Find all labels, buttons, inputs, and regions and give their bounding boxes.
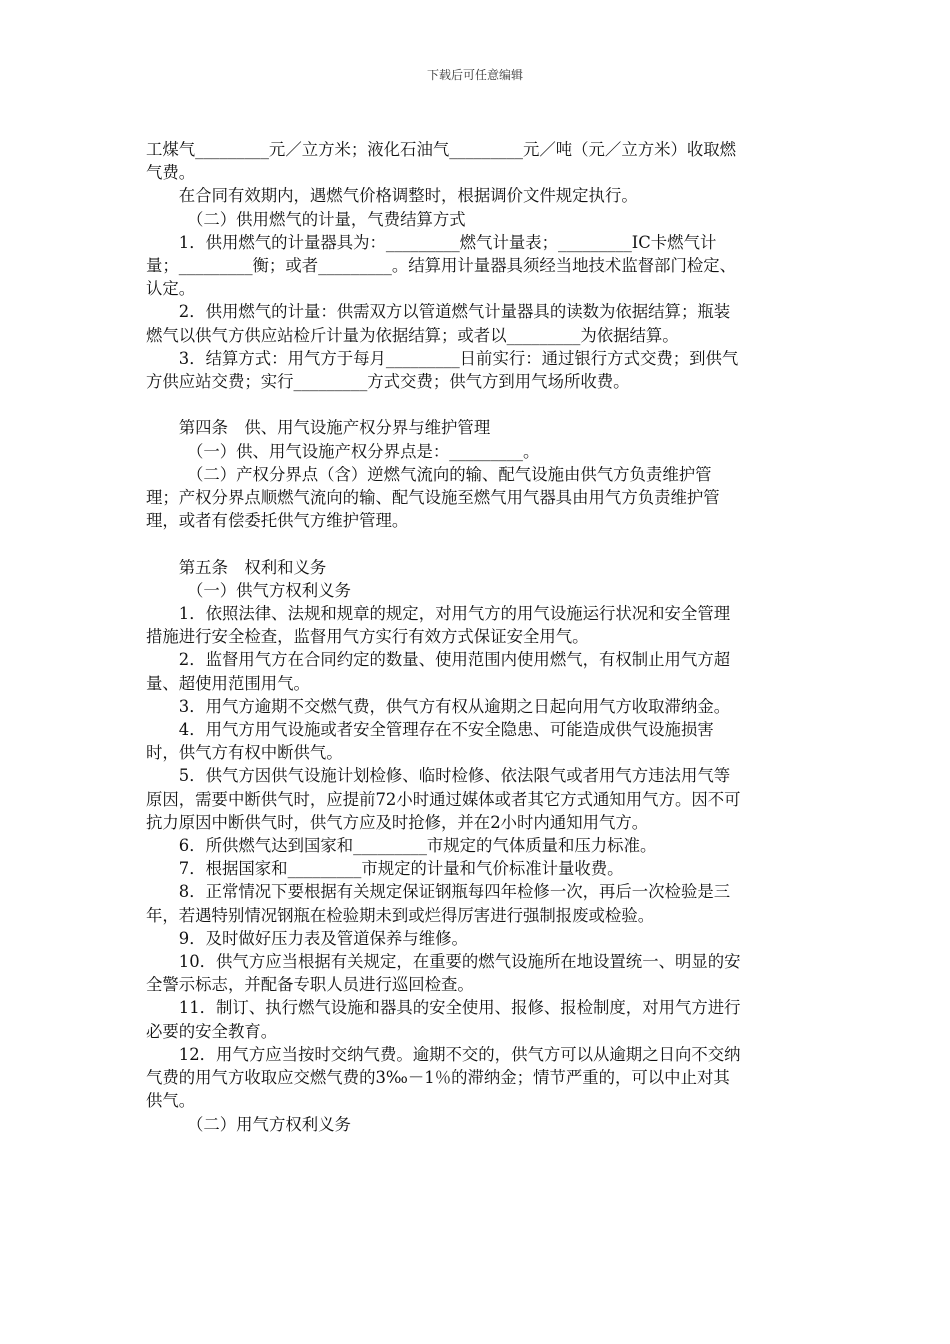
paragraph: 第五条 权利和义务 — [178, 557, 327, 577]
paragraph: 11．制订、执行燃气设施和器具的安全使用、报修、报检制度，对用气方进行必要的安全教育。 — [146, 998, 741, 1041]
paragraph: （一）供、用气设施产权分界点是：_________。 — [187, 441, 540, 461]
paragraph: 4．用气方用气设施或者安全管理存在不安全隐患、可能造成供气设施损害时，供气方有权中断供气。 — [146, 720, 714, 763]
paragraph: 10．供气方应当根据有关规定，在重要的燃气设施所在地设置统一、明显的安全警示标志，并配备专职人员进行巡回检查。 — [146, 952, 741, 995]
paragraph: 3．用气方逾期不交燃气费，供气方有权从逾期之日起向用气方收取滞纳金。 — [178, 696, 731, 716]
paragraph: 6．所供燃气达到国家和_________市规定的气体质量和压力标准。 — [178, 836, 657, 856]
paragraph: 第四条 供、用气设施产权分界与维护管理 — [178, 418, 491, 438]
paragraph: （二）供用燃气的计量，气费结算方式 — [187, 209, 466, 229]
paragraph: 9．及时做好压力表及管道保养与维修。 — [178, 928, 468, 948]
paragraph: 12．用气方应当按时交纳气费。逾期不交的，供气方可以从逾期之日向不交纳气费的用气方收取应交燃气费的3‰－1％的滞纳金；情节严重的，可以中止对其供气。 — [146, 1044, 741, 1111]
paragraph: 5．供气方因供气设施计划检修、临时检修、依法限气或者用气方违法用气等原因，需要中断供气时，应提前72小时通过媒体或者其它方式通知用气方。因不可抗力原因中断供气时，供气方应及时抢修，并在2小时内通知用气方。 — [146, 766, 741, 832]
paragraph: 7．根据国家和_________市规定的计量和气价标准计量收费。 — [178, 859, 624, 879]
paragraph: 在合同有效期内，遇燃气价格调整时，根据调价文件规定执行。 — [178, 186, 638, 206]
paragraph: （二）用气方权利义务 — [187, 1114, 351, 1134]
paragraph: 1．依照法律、法规和规章的规定，对用气方的用气设施运行状况和安全管理措施进行安全检查，监督用气方实行有效方式保证安全用气。 — [146, 604, 731, 647]
paragraph-spacer — [146, 393, 742, 416]
paragraph: 2．监督用气方在合同约定的数量、使用范围内使用燃气，有权制止用气方超量、超使用范围用气。 — [146, 650, 731, 693]
paragraph: 3．结算方式：用气方于每月_________日前实行：通过银行方式交费；到供气方供应站交费；实行_________方式交费；供气方到用气场所收费。 — [146, 348, 739, 392]
paragraph: （一）供气方权利义务 — [187, 580, 351, 600]
paragraph: 1．供用燃气的计量器具为：_________燃气计量表；_________IC卡燃气计量；_________衡；或者_________。结算用计量器具须经当地技术监督部门检定、认定。 — [146, 232, 737, 299]
document-body — [146, 138, 742, 1136]
paragraph: 8．正常情况下要根据有关规定保证钢瓶每四年检修一次，再后一次检验是三年，若遇特别情况钢瓶在检验期未到或烂得厉害进行强制报废或检验。 — [146, 882, 731, 925]
paragraph-spacer — [146, 532, 742, 555]
paragraph: 2．供用燃气的计量：供需双方以管道燃气计量器具的读数为依据结算；瓶装燃气以供气方供应站检斤计量为依据结算；或者以_________为依据结算。 — [146, 302, 731, 345]
paragraph: （二）产权分界点（含）逆燃气流向的输、配气设施由供气方负责维护管理；产权分界点顺燃气流向的输、配气设施至燃气用气器具由用气方负责维护管理，或者有偿委托供气方维护管理。 — [146, 464, 720, 531]
paragraph: 工煤气_________元／立方米；液化石油气_________元／吨（元／立方米）收取燃气费。 — [146, 140, 737, 183]
page-header: 下载后可任意编辑 — [426, 68, 523, 82]
